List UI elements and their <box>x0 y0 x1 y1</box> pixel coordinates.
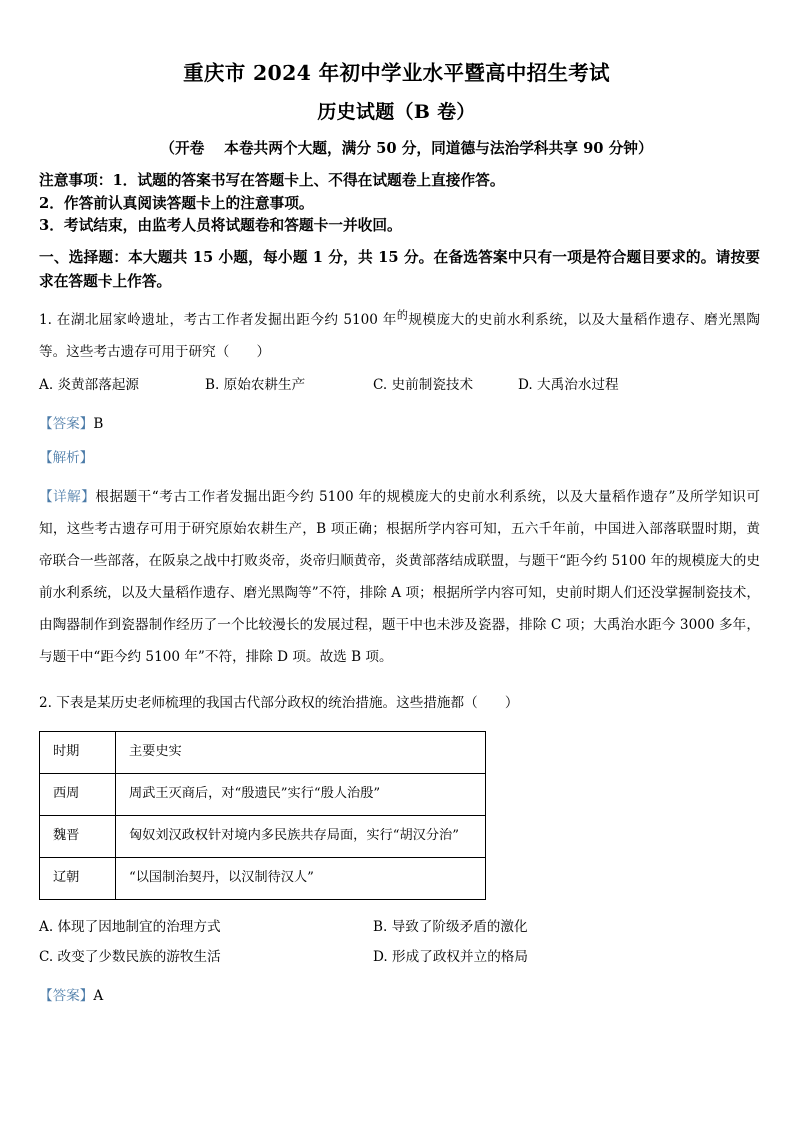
analysis-tag: 【解析】 <box>39 449 94 466</box>
question-1-option-b[interactable]: B. 原始农耕生产 <box>205 376 306 393</box>
question-2-answer <box>39 972 760 1011</box>
question-1-stem-superscript: 的 <box>396 308 409 321</box>
question-1-options <box>39 368 760 400</box>
question-1-answer <box>39 400 760 439</box>
question-2-answer-value: A <box>93 987 104 1004</box>
table-cell-fact: “以国制治契丹，以汉制待汉人” <box>116 857 486 899</box>
question-2-option-d[interactable]: D. 形成了政权并立的格局 <box>373 948 528 965</box>
question-2-option-b[interactable]: B. 导致了阶级矛盾的激化 <box>373 918 528 935</box>
question-2-options <box>39 900 760 972</box>
answer-tag: 【答案】 <box>39 415 94 432</box>
table-row <box>40 815 486 857</box>
question-2-stem: 2. 下表是某历史老师梳理的我国古代部分政权的统治措施。这些措施都（ ） <box>39 694 519 711</box>
question-2-option-c[interactable]: C. 改变了少数民族的游牧生活 <box>39 948 221 965</box>
question-2-options-row-2 <box>39 942 760 972</box>
detail-tag: 【详解】 <box>39 488 96 505</box>
section-heading-multiple-choice: 一、选择题：本大题共 15 小题，每小题 1 分，共 15 分。在备选答案中只有一项是符合题目要求的。请按要求在答题卡上作答。 <box>39 248 760 290</box>
table-header-period: 时期 <box>40 731 116 773</box>
question-2-table-wrapper <box>39 719 760 900</box>
table-row <box>40 857 486 899</box>
table-cell-fact: 匈奴刘汉政权针对境内多民族共存局面，实行“胡汉分治” <box>116 815 486 857</box>
question-1-detail-text: 根据题干“考古工作者发掘出距今约 5100 年的规模庞大的史前水利系统，以及大量稻作遗存”及所学知识可知，这些考古遗存可用于研究原始农耕生产，B 项正确；根据所学内容可知，五六千年前，中国进入部落联盟时期，黄帝联合一些部落，在阪泉之战中打败炎帝，炎帝归顺黄帝，炎黄部落结成联盟，与题干“距今约 5100 年的规模庞大的史前水利系统，以及大量稻作遗存、磨光黑陶等”不符，排除 A 项；根据所学内容可知，史前时期人们还没掌握制瓷技术，由陶器制作到瓷器制作经历了一个比较漫长的发展过程，题干中也未涉及瓷器，排除 C 项；大禹治水距今 3000 多年，与题干中“距今约 5100 年”不符，排除 D 项。故选 B 项。 <box>39 488 760 665</box>
question-1-analysis-heading <box>39 439 760 473</box>
question-1-detail <box>39 473 760 673</box>
governance-measures-table <box>39 731 486 900</box>
table-header-row <box>40 731 486 773</box>
table-cell-period: 西周 <box>40 773 116 815</box>
table-cell-period: 魏晋 <box>40 815 116 857</box>
question-1 <box>33 294 760 673</box>
exam-notes <box>33 158 760 238</box>
question-2-option-a[interactable]: A. 体现了因地制宜的治理方式 <box>39 918 221 935</box>
note-line-3: 3．考试结束，由监考人员将试题卷和答题卡一并收回。 <box>39 217 402 235</box>
page-title: 重庆市 2024 年初中学业水平暨高中招生考试 <box>183 61 610 85</box>
exam-info-line: （开卷 本卷共两个大题，满分 50 分，同道德与法治学科共享 90 分钟） <box>160 140 653 158</box>
question-1-stem-part2: 规模庞大的史前水利系统，以及大量稻作遗存、磨光黑陶等。这些考古遗存可用于研究（ ） <box>39 311 761 360</box>
question-2 <box>33 673 760 1011</box>
question-2-options-row-1 <box>39 912 760 942</box>
note-line-2: 2．作答前认真阅读答题卡上的注意事项。 <box>39 194 314 212</box>
table-row <box>40 773 486 815</box>
answer-tag: 【答案】 <box>39 987 94 1004</box>
question-1-option-c[interactable]: C. 史前制瓷技术 <box>373 376 474 393</box>
note-line-1: 注意事项：1．试题的答案书写在答题卡上、不得在试题卷上直接作答。 <box>39 172 505 190</box>
page-subtitle: 历史试题（B 卷） <box>317 100 476 123</box>
question-1-stem-part1: 1. 在湖北屈家岭遗址，考古工作者发掘出距今约 5100 年 <box>39 311 397 328</box>
table-cell-fact: 周武王灭商后，对“殷遗民”实行“殷人治殷” <box>116 773 486 815</box>
table-cell-period: 辽朝 <box>40 857 116 899</box>
question-1-stem <box>39 294 760 368</box>
question-1-answer-value: B <box>93 415 104 432</box>
question-1-option-a[interactable]: A. 炎黄部落起源 <box>39 376 140 393</box>
question-1-option-d[interactable]: D. 大禹治水过程 <box>518 376 619 393</box>
table-header-facts: 主要史实 <box>116 731 486 773</box>
